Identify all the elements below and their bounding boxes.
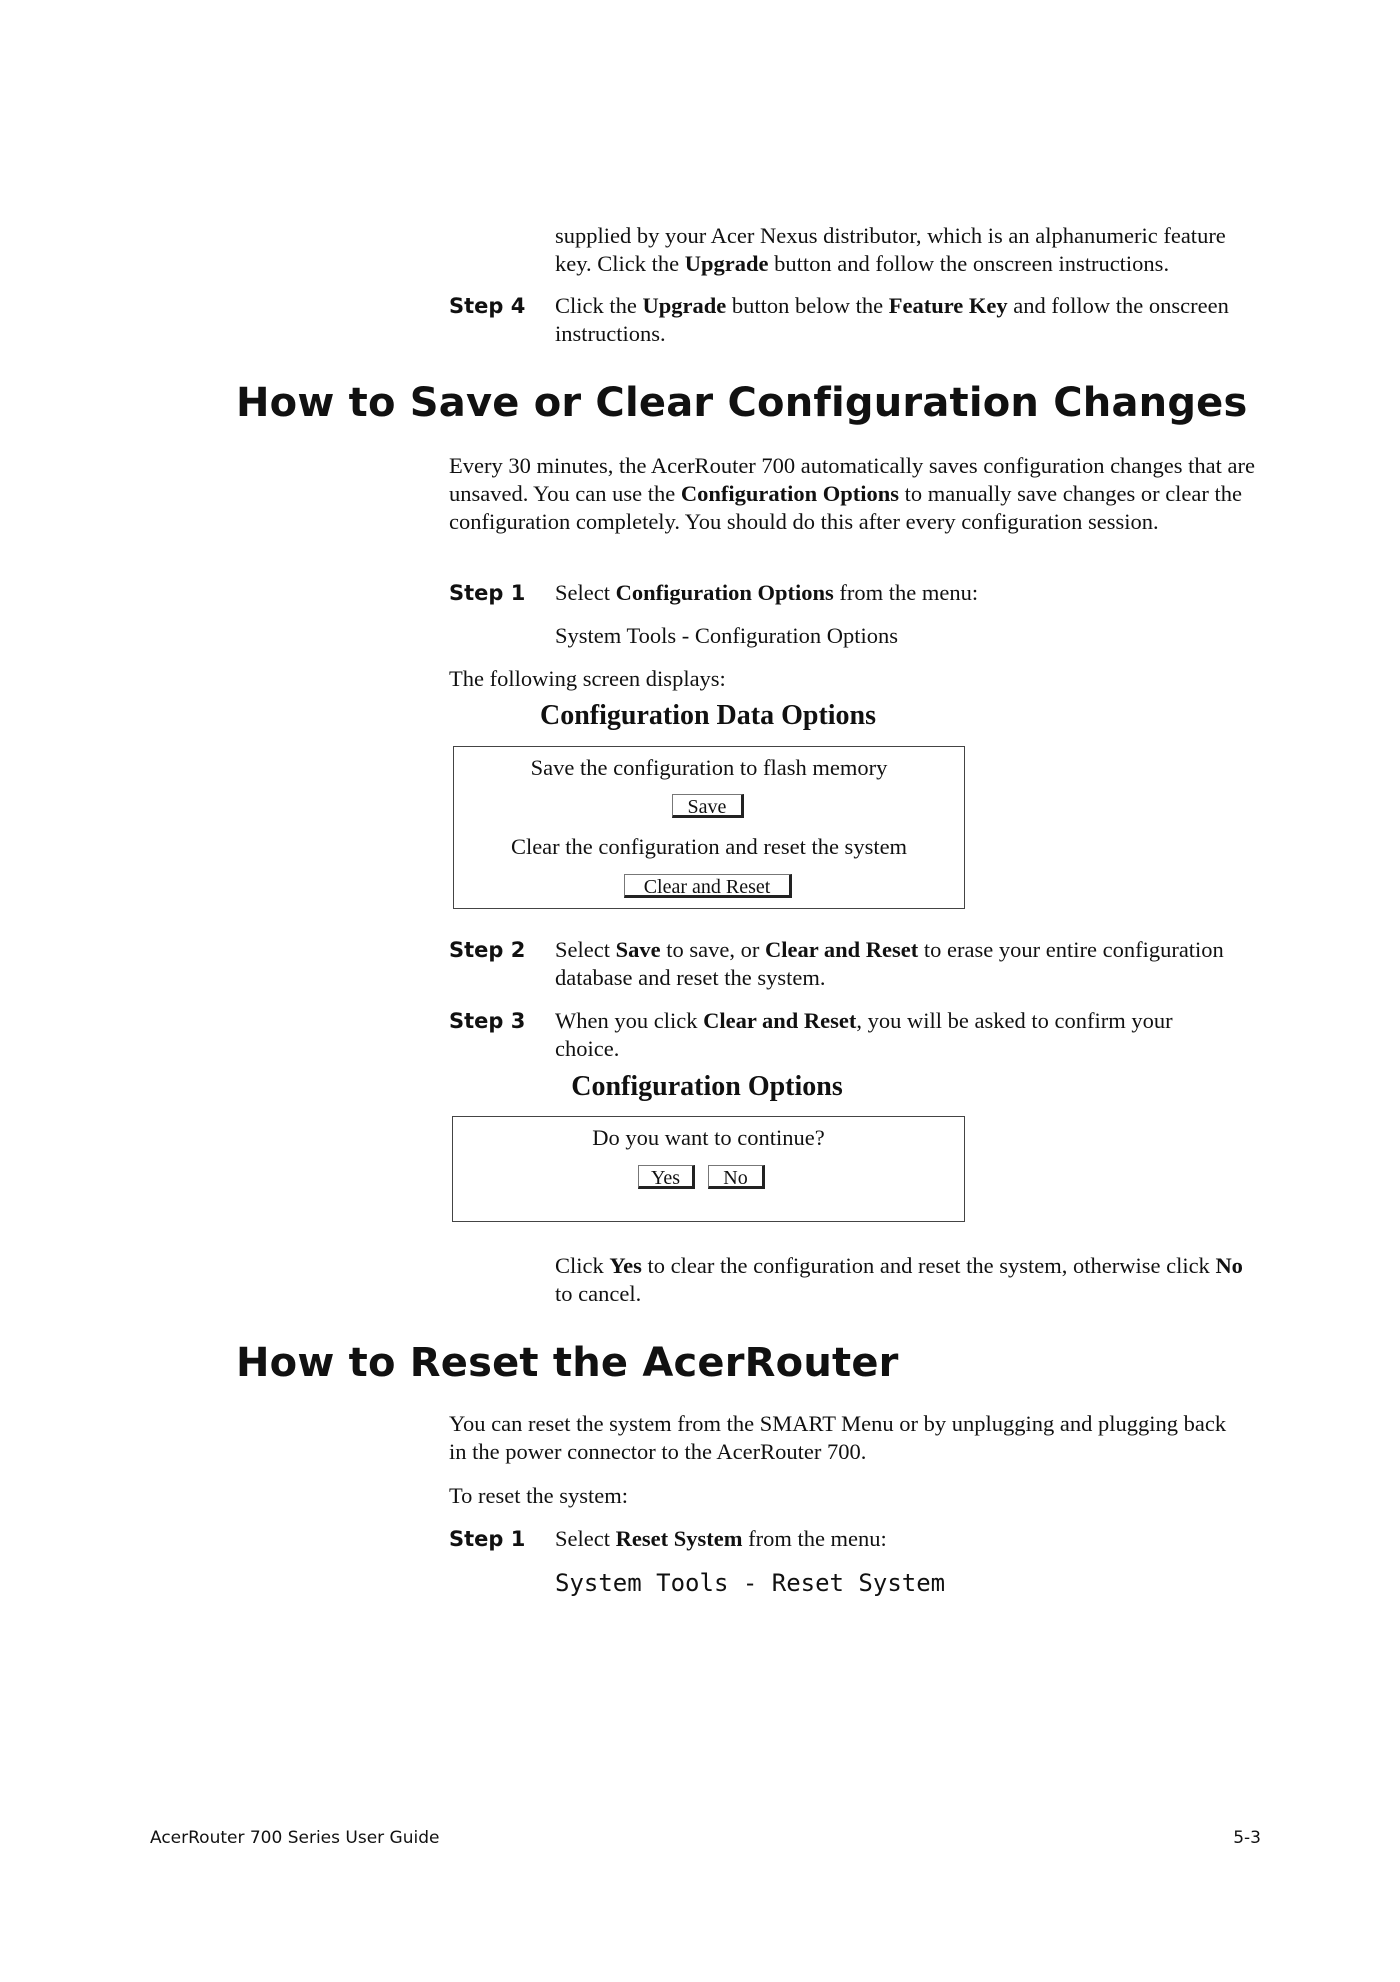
save-step1-config-options-term: Configuration Options — [615, 580, 834, 605]
save-button[interactable]: Save — [672, 794, 744, 818]
intro-line2-c: button and follow the onscreen instructions. — [768, 251, 1170, 276]
save-intro-config-options-term: Configuration Options — [680, 481, 900, 506]
clear-and-reset-button[interactable]: Clear and Reset — [624, 874, 792, 898]
intro-line2-a: key. Click the — [555, 251, 685, 276]
fig2-question: Do you want to continue? — [592, 1125, 825, 1150]
save-step1-text — [555, 579, 1255, 607]
save-intro-c: to manually save changes or clear the configuration completely. You should do this after every configuration session. — [449, 481, 1243, 534]
save-step3-clear-reset-term: Clear and Reset — [703, 1008, 857, 1033]
to-reset-text: To reset the system: — [449, 1483, 629, 1508]
no-button[interactable]: No — [708, 1165, 765, 1189]
footer-guide-title: AcerRouter 700 Series User Guide — [150, 1828, 440, 1848]
save-step1-c: from the menu: — [833, 580, 979, 605]
step4-feature-key-term: Feature Key — [888, 293, 1008, 318]
save-step3-c: , you will be asked to confirm your choice. — [555, 1008, 1173, 1061]
click-note-c: to clear the configuration and reset the system, otherwise click — [641, 1253, 1216, 1278]
click-yes-note — [555, 1252, 1265, 1308]
reset-step1-label: Step 1 — [449, 1527, 526, 1551]
intro-paragraph — [555, 222, 1275, 278]
reset-step1-c: from the menu: — [742, 1526, 887, 1551]
save-step3-label: Step 3 — [449, 1009, 526, 1033]
click-note-a: Click — [555, 1253, 610, 1278]
step4-label: Step 4 — [449, 294, 526, 318]
save-step2-text — [555, 936, 1275, 992]
fig2-title: Configuration Options — [571, 1071, 843, 1102]
click-note-yes-term: Yes — [609, 1253, 642, 1278]
fig1-title: Configuration Data Options — [539, 700, 877, 731]
save-intro-a: Every 30 minutes, the AcerRouter 700 automatically saves configuration changes that are unsaved. You can use the — [449, 453, 1255, 506]
fig1-save-text: Save the configuration to flash memory — [530, 755, 888, 780]
step4-upgrade-term: Upgrade — [642, 293, 727, 318]
yes-button[interactable]: Yes — [638, 1165, 695, 1189]
following-screen-text: The following screen displays: — [449, 666, 726, 691]
save-intro-paragraph — [449, 452, 1259, 536]
heading-save-clear: How to Save or Clear Configuration Changes — [236, 380, 1248, 426]
save-step2-a: Select — [555, 937, 616, 962]
heading-reset: How to Reset the AcerRouter — [236, 1340, 899, 1386]
intro-line1: supplied by your Acer Nexus distributor, which is an alphanumeric feature — [555, 223, 1226, 248]
reset-step1-reset-system-term: Reset System — [615, 1526, 743, 1551]
step4-e: and follow the onscreen instructions. — [555, 293, 1229, 346]
intro-upgrade-term: Upgrade — [684, 251, 769, 276]
confirm-dialog-panel — [452, 1116, 965, 1222]
save-step1-label: Step 1 — [449, 581, 526, 605]
footer-page-number: 5-3 — [1233, 1828, 1261, 1848]
config-data-options-panel — [453, 746, 965, 909]
step4-c: button below the — [726, 293, 889, 318]
click-note-e: to cancel. — [555, 1281, 642, 1306]
reset-step1-menu-path: System Tools - Reset System — [555, 1569, 946, 1597]
save-step2-e: to erase your entire configuration database and reset the system. — [555, 937, 1224, 990]
save-step2-label: Step 2 — [449, 938, 526, 962]
save-step2-c: to save, or — [660, 937, 765, 962]
save-step2-save-term: Save — [615, 937, 661, 962]
step4-text — [555, 292, 1265, 348]
click-note-no-term: No — [1215, 1253, 1243, 1278]
step4-a: Click the — [555, 293, 643, 318]
fig1-clear-text: Clear the configuration and reset the system — [510, 834, 908, 859]
save-step3-text — [555, 1007, 1235, 1063]
save-step1-menu-path: System Tools - Configuration Options — [555, 623, 899, 648]
reset-step1-a: Select — [555, 1526, 616, 1551]
save-step3-a: When you click — [555, 1008, 704, 1033]
reset-step1-text — [555, 1525, 1255, 1553]
reset-intro-paragraph: You can reset the system from the SMART Menu or by unplugging and plugging back in the power connector to the AcerRouter 700. — [449, 1411, 1227, 1464]
save-step2-clear-reset-term: Clear and Reset — [764, 937, 919, 962]
save-step1-a: Select — [555, 580, 616, 605]
